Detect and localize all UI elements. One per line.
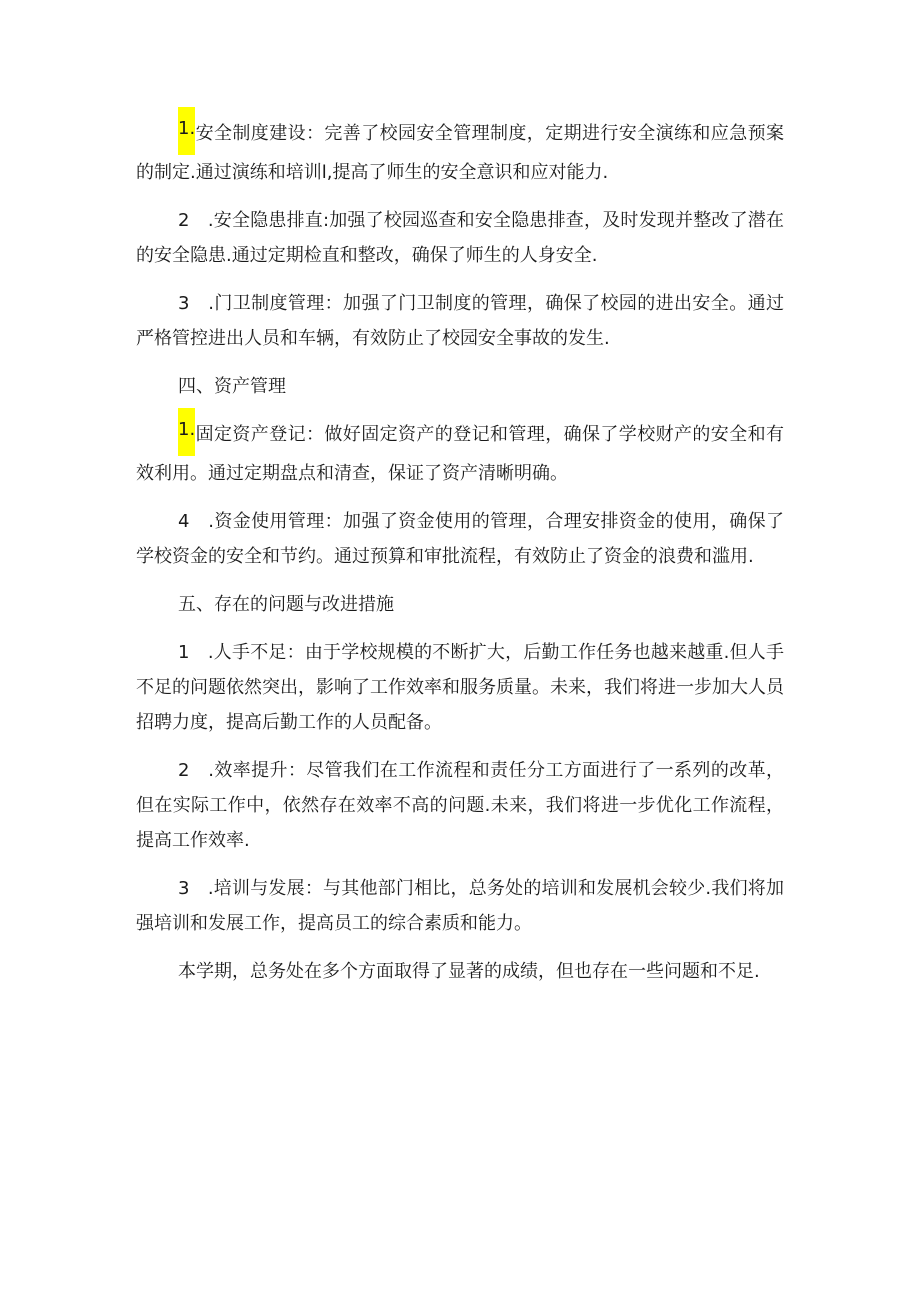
paragraph-conclusion: 本学期，总务处在多个方面取得了显著的成绩，但也存在一些问题和不足. (178, 961, 760, 982)
highlighted-number: 1. (178, 408, 195, 456)
paragraph-training (136, 871, 784, 941)
list-number: 3 . (178, 293, 214, 314)
section-heading-issues: 五、存在的问题与改进措施 (178, 594, 394, 615)
section-heading-assets: 四、资产管理 (178, 376, 286, 397)
list-number: 3 . (178, 878, 214, 899)
paragraph-text: 固定资产登记：做好固定资产的登记和管理，确保了学校财产的安全和有效利用。通过定期盘点和清查，保证了资产清晰明确。 (136, 424, 784, 484)
list-number: 2 . (178, 760, 214, 781)
paragraph-text: 效率提升：尽管我们在工作流程和责任分工方面进行了一系列的改革，但在实际工作中，依然存在效率不高的问题.未来，我们将进一步优化工作流程，提高工作效率. (136, 760, 784, 851)
paragraph-efficiency (136, 753, 784, 858)
paragraph-text: 培训与发展：与其他部门相比，总务处的培训和发展机会较少.我们将加强培训和发展工作，提高员工的综合素质和能力。 (136, 878, 784, 934)
paragraph-text: 安全制度建设：完善了校园安全管理制度，定期进行安全演练和应急预案的制定.通过演练和培训l,提高了师生的安全意识和应对能力. (136, 123, 784, 183)
paragraph-safety-system (136, 116, 784, 190)
document-page (136, 116, 784, 1002)
list-number: 4 . (178, 511, 214, 532)
paragraph-text: 门卫制度管理：加强了门卫制度的管理，确保了校园的进出安全。通过严格管控进出人员和车辆，有效防止了校园安全事故的发生. (136, 293, 784, 349)
paragraph-text: 人手不足：由于学校规模的不断扩大，后勤工作任务也越来越重.但人手不足的问题依然突出，影响了工作效率和服务质量。未来，我们将进一步加大人员招聘力度，提高后勤工作的人员配备。 (136, 642, 784, 733)
list-number: 2 . (178, 210, 214, 231)
paragraph-staff-shortage (136, 635, 784, 740)
paragraph-fund-management (136, 504, 784, 574)
paragraph-hazard-inspection (136, 203, 784, 273)
paragraph-fixed-assets (136, 417, 784, 491)
paragraph-gate-management (136, 286, 784, 356)
highlighted-number: 1. (178, 107, 195, 155)
list-number: 1 . (178, 642, 214, 663)
paragraph-text: 资金使用管理：加强了资金使用的管理，合理安排资金的使用，确保了学校资金的安全和节约。通过预算和审批流程，有效防止了资金的浪费和滥用. (136, 511, 784, 567)
paragraph-text: 安全隐患排直:加强了校园巡查和安全隐患排查，及时发现并整改了潜在的安全隐患.通过定期检直和整改，确保了师生的人身安全. (136, 210, 784, 266)
